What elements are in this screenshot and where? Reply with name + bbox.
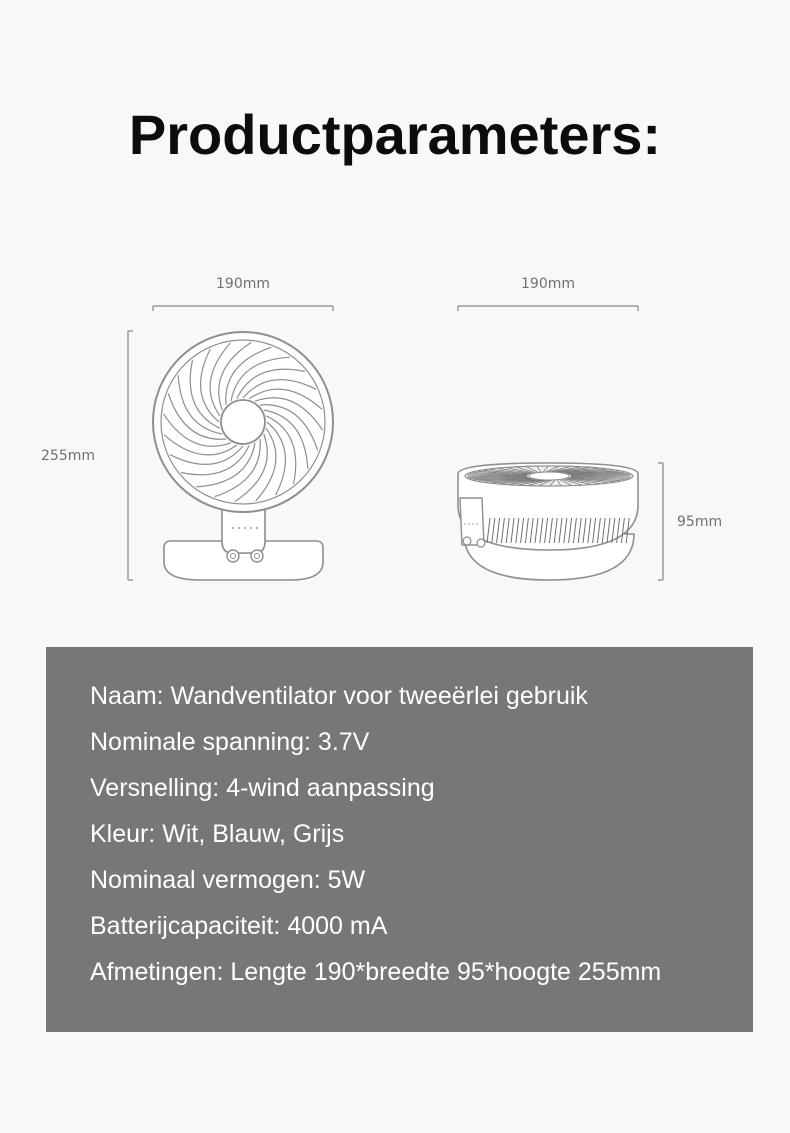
spec-voltage: Nominale spanning: 3.7V: [90, 728, 370, 756]
spec-speed: Versnelling: 4-wind aanpassing: [90, 774, 435, 802]
page-title: Productparameters:: [128, 103, 662, 166]
spec-list: [90, 673, 661, 995]
side-width-dimension-line: [458, 306, 638, 311]
spec-name: Naam: Wandventilator voor tweeërlei gebruik: [90, 682, 588, 710]
side-width-label: 190mm: [521, 276, 575, 292]
fan-front-view: [153, 332, 333, 580]
front-height-dimension-line: [128, 331, 133, 580]
fan-hub: [221, 400, 265, 444]
spec-color: Kleur: Wit, Blauw, Grijs: [90, 820, 345, 848]
side-height-label: 95mm: [677, 514, 723, 530]
side-height-dimension-line: [658, 463, 663, 580]
side-button-icon: [463, 537, 471, 545]
front-width-dimension-line: [153, 306, 333, 311]
fan-side-view: [458, 463, 638, 580]
spec-dimensions: Afmetingen: Lengte 190*breedte 95*hoogte 255mm: [90, 958, 662, 986]
front-height-label: 255mm: [41, 448, 95, 464]
spec-panel: [46, 647, 753, 1032]
spec-power: Nominaal vermogen: 5W: [90, 866, 366, 894]
front-width-label: 190mm: [216, 276, 270, 292]
spec-battery: Batterijcapaciteit: 4000 mA: [90, 912, 388, 940]
